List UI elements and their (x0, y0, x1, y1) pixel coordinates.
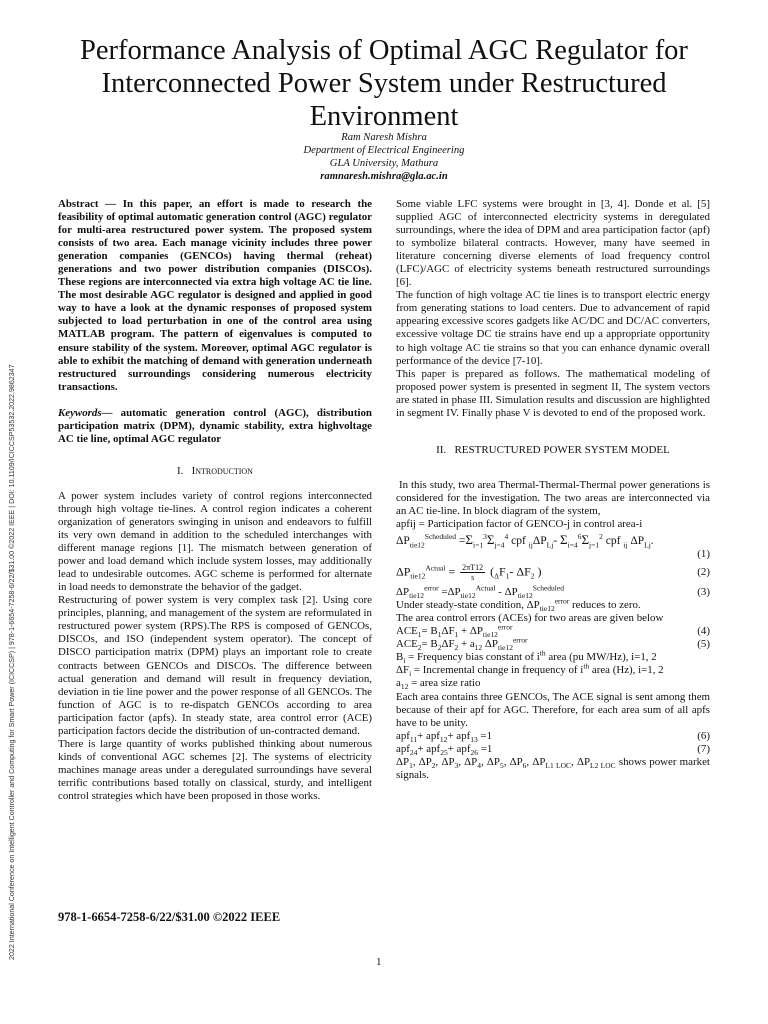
fraction: $\frac{2\pi T12}{s}$ (462, 563, 484, 583)
bias-definition: $B_i$ = Frequency bias constant of $i^{th}$ area (pu MW/Hz), i=1, 2 (396, 648, 657, 666)
market-signals: $\Delta P_1$, $\Delta P_2$, $\Delta P_3$, $\Delta P_4$, $\Delta P_5$, $\Delta P_6$, $\Delta P_{L1 LOC}$, $\Delta P_{L2 LOC}$ shows power market signals. (396, 755, 710, 781)
keywords-text: automatic generation control (AGC), distribution participation matrix (DPM), dynamic stability, extra highvoltage AC tie line, optimal AGC regulator (58, 406, 372, 445)
equation-1: $\Delta P_{tie12}^{Scheduled} =\Sigma_{i=1}^3\Sigma_{j=4}^4$ cpf $_{ij}\Delta P_{Lj}-$ $\Sigma_{i=4}^6\Sigma_{j=1}^2$ cpf $_{ij}$ $\Delta P_{Lj}$. (396, 532, 654, 550)
section-heading-model: II. RESTRUCTURED POWER SYSTEM MODEL (436, 443, 670, 456)
apf-definition: apfij = Participation factor of GENCO-j in control area-i (396, 517, 643, 530)
abstract: Abstract — In this paper, an effort is made to research the feasibility of optimal automatic generation control (AGC) regulator for multi-area restructured power system. The proposed system consists of two area. Each manage vicinity includes three power generation companies (GENCOs) having thermal (reheat) generations and two power distribution companies (DISCOs). These regions are interconnected via extra high voltage AC tie line. The most desirable AGC regulator is designed and applied in good way to have a look at the dynamic responses of proposed system subjected to load perturbation in one of the control area using MATLAB program. The pattern of eigenvalues is computed to ensure stability of the system. Moreover, optimal AGC regulator is able to exhibit the matching of demand with generation underneath restructured surroundings considering numerous electricity transactions. (58, 198, 372, 393)
equation-5: $ACE_2= B_2\Delta F_2 + a_{12}$ $\Delta P_{tie12}^{error}$ (5) (396, 635, 710, 653)
equation-3: $\Delta P_{tie12}^{error} =\Delta P_{tie12}^{Actual} - \Delta P_{tie12}^{Scheduled}$ (3) (396, 583, 710, 601)
intro-paragraph-1: A power system includes variety of control regions interconnected through high voltage tie-lines. A control region indicates a coherent organization of generators swinging in unison and endeavors to fulfill its very own demand in addition to the scheduled interchanges with different manage regions [1]. The mismatch between generation of power and load demand which include system losses, may additionally lead to undesirable outcomes. AGC scheme is performed for alternate in load needs to demonstrate the behavior of the gadget. (58, 489, 372, 594)
equation-2: $\Delta P_{tie12}^{Actual}$ = $\frac{2\pi T12}{s}$ ($_\Delta F_1-$ $\Delta F_2$ ) (2) (396, 563, 710, 583)
author-department: Department of Electrical Engineering (303, 145, 465, 156)
equation-2-number: (2) (697, 566, 710, 579)
model-paragraph: In this study, two area Thermal-Thermal-Thermal power generations is considered for the investigation. The two areas are interconnected via an AC tie-line. In block diagram of the system, (396, 478, 710, 517)
right-paragraph-3: This paper is prepared as follows. The mathematical modeling of proposed power system is presented in segment II, The system vectors are stated in phase III. Simulation results and discussion are highlighted in segment IV. Finally phase V is devoted to end of the proposed work. (396, 367, 710, 419)
author-email[interactable]: ramnaresh.mishra@gla.ac.in (320, 171, 448, 182)
right-paragraph-2: The function of high voltage AC tie lines is to transport electric energy from generating stations to load centers. Due to advancement of rapid appearing excessive scores gadgets like AC/DC and DC/AC converters, excessive voltage DC tie strains have end up a appropriate opportunity to high voltage AC tie strains so that you can enhance dynamic overall performance of the device [7-10]. (396, 289, 710, 367)
equation-3-number: (3) (697, 586, 710, 599)
author-university: GLA University, Mathura (329, 158, 439, 169)
keywords (58, 407, 372, 446)
equation-7-number: (7) (697, 742, 710, 755)
genco-paragraph: Each area contains three GENCOs, The ACE signal is sent among them because of their apf for AGC. Therefore, for each area sum of all apfs have to be unity. (396, 690, 710, 729)
author-name: Ram Naresh Mishra (341, 132, 427, 143)
intro-paragraph-3: There is large quantity of works published thinking about numerous kinds of conventional AGC schemes [2]. The systems of electricity machines manage areas under a deregulated surroundings have several terrific contributions based totally on classical, sturdy, and intelligent control strategies which have been proposed in those works. (58, 737, 372, 802)
equation-1-number: (1) (697, 548, 710, 561)
equation-4: $ACE_1= B_1\Delta F_1 + \Delta P_{tie12}^{error}$ (4) (396, 622, 710, 640)
right-paragraph-1: Some viable LFC systems were brought in [3, 4]. Donde et al. [5] supplied AGC of interconnected electricity systems in deregulated surroundings, where the idea of DPM and area participation factor (apf) to symbolize bilateral contracts. However, many have seemed in literature concerning diverse elements of load frequency control (LFC)/AGC of electricity systems beneath restructured surroundings [6]. (396, 198, 710, 289)
right-column (396, 198, 710, 782)
equation-6: apf$_{11}$+ apf$_{12}$+ apf$_{13}$ =1 (6) (396, 729, 710, 744)
equation-7: apf$_{24}$+ apf$_{25}$+ apf$_{26}$ =1 (7) (396, 742, 710, 757)
frequency-definition: $\Delta F_i$ = Incremental change in frequency of $i^{th}$ area (Hz), i=1, 2 (396, 661, 664, 679)
area-ratio-definition: $a_{12}$ = area size ratio (396, 677, 481, 692)
equation-6-number: (6) (697, 729, 710, 742)
keywords-label: Keywords— (58, 406, 113, 419)
intro-paragraph-2: Restructuring of power system is very complex task [2]. Using core principles, planning, and management of the system are reformulated in restructured power system (RPS).The RPS is composed of GENCOs, DISCOs, and ISO (independent system operator). The concept of DISCO participation matrix (DPM) plays an important role to create contracts between GENCOs and DISCOs. The difference between actual generation and demand will result in frequency deviation, deviation in tie line power and the power response of all GENCOs. The function of AGC is to re-dispatch GENCOs according to area participation factor (apfs). In steady state, area control error (ACE) participation factors decide the distribution of un-contracted demand. (58, 594, 372, 737)
steady-state-text: Under steady-state condition, $\Delta P_{tie12}^{error}$ reduces to zero. (396, 596, 641, 614)
ace-intro: The area control errors (ACEs) for two areas are given below (396, 612, 664, 625)
equation-4-number: (4) (697, 625, 710, 638)
paper-title: Performance Analysis of Optimal AGC Regulator for Interconnected Power System under Restructured Environment (80, 35, 688, 132)
equation-5-number: (5) (697, 638, 710, 651)
side-note: 2022 International Conference on Intelligent Controller and Computing for Smart Power (ICICCSP) | 978-1-6654-7258-6/22/$31.00 ©2022 IEEE | DOI: 10.1109/ICICCSP53532.2022.9862347 (8, 364, 16, 960)
isbn-footer: 978-1-6654-7258-6/22/$31.00 ©2022 IEEE (58, 910, 281, 924)
author-block (200, 131, 568, 183)
left-column (58, 198, 372, 803)
page-number: 1 (376, 956, 382, 968)
section-heading-introduction: I. Introduction (177, 464, 253, 477)
